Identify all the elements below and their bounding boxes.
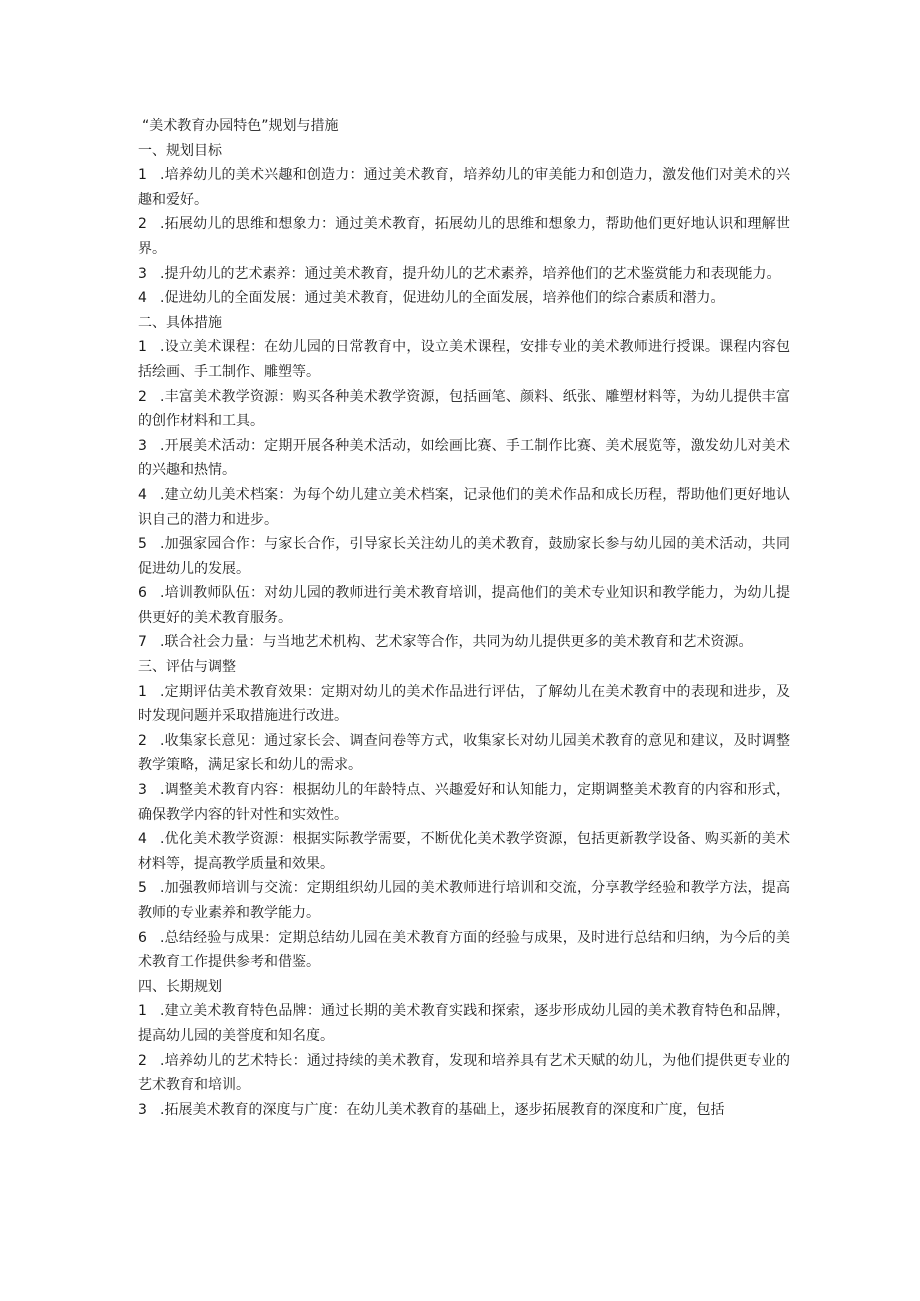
item-text: .促进幼儿的全面发展：通过美术教育，促进幼儿的全面发展，培养他们的综合素质和潜力。 [160, 290, 725, 307]
list-item [138, 827, 790, 876]
list-item [138, 163, 790, 212]
item-number: 7 [138, 634, 147, 651]
item-text: .培养幼儿的艺术特长：通过持续的美术教育，发现和培养具有艺术天赋的幼儿，为他们提供更专业的艺术教育和培训。 [138, 1052, 790, 1094]
document-body [138, 139, 790, 1123]
item-number: 3 [138, 782, 147, 799]
list-item [138, 778, 790, 827]
list-item [138, 212, 790, 261]
item-text: .拓展美术教育的深度与广度：在幼儿美术教育的基础上，逐步拓展教育的深度和广度，包括 [160, 1101, 725, 1118]
item-number: 2 [138, 1052, 147, 1069]
item-text: .提升幼儿的艺术素养：通过美术教育，提升幼儿的艺术素养，培养他们的艺术鉴赏能力和表现能力。 [160, 265, 781, 282]
item-text: .收集家长意见：通过家长会、调查问卷等方式，收集家长对幼儿园美术教育的意见和建议，及时调整教学策略，满足家长和幼儿的需求。 [138, 732, 790, 774]
item-text: .优化美术教学资源：根据实际教学需要，不断优化美术教学资源，包括更新教学设备、购买新的美术材料等，提高教学质量和效果。 [138, 831, 790, 872]
item-text: .联合社会力量：与当地艺术机构、艺术家等合作，共同为幼儿提供更多的美术教育和艺术资源。 [160, 634, 753, 651]
item-number: 2 [138, 732, 147, 749]
item-number: 6 [138, 585, 147, 602]
item-text: .丰富美术教学资源：购买各种美术教学资源，包括画笔、颜料、纸张、雕塑材料等，为幼儿提供丰富的创作材料和工具。 [138, 388, 790, 430]
item-text: .培养幼儿的美术兴趣和创造力：通过美术教育，培养幼儿的审美能力和创造力，激发他们对美术的兴趣和爱好。 [138, 167, 790, 208]
item-number: 4 [138, 290, 147, 307]
list-item [138, 286, 790, 311]
document-title: “美术教育办园特色”规划与措施 [142, 118, 339, 134]
item-text: .定期评估美术教育效果：定期对幼儿的美术作品进行评估，了解幼儿在美术教育中的表现和进步，及时发现问题并采取措施进行改进。 [138, 683, 790, 725]
item-text: .加强教师培训与交流：定期组织幼儿园的美术教师进行培训和交流，分享教学经验和教学方法，提高教师的专业素养和教学能力。 [138, 880, 790, 921]
list-item [138, 335, 790, 384]
document-page [138, 114, 790, 1122]
list-item [138, 262, 790, 287]
item-number: 3 [138, 1101, 147, 1118]
item-text: .调整美术教育内容：根据幼儿的年龄特点、兴趣爱好和认知能力，定期调整美术教育的内容和形式，确保教学内容的针对性和实效性。 [138, 782, 790, 823]
item-number: 5 [138, 536, 147, 553]
item-text: .总结经验与成果：定期总结幼儿园在美术教育方面的经验与成果，及时进行总结和归纳，为今后的美术教育工作提供参考和借鉴。 [138, 929, 790, 971]
item-number: 4 [138, 486, 147, 503]
list-item [138, 483, 790, 532]
list-item [138, 532, 790, 581]
item-number: 1 [138, 1003, 147, 1020]
item-number: 2 [138, 388, 147, 405]
list-item [138, 630, 790, 655]
list-item [138, 729, 790, 778]
item-number: 3 [138, 437, 147, 454]
list-item [138, 385, 790, 434]
list-item [138, 434, 790, 483]
list-item [138, 1098, 790, 1123]
item-text: .开展美术活动：定期开展各种美术活动，如绘画比赛、手工制作比赛、美术展览等，激发幼儿对美术的兴趣和热情。 [138, 437, 790, 479]
item-number: 1 [138, 167, 147, 184]
list-item [138, 581, 790, 630]
item-text: .建立美术教育特色品牌：通过长期的美术教育实践和探索，逐步形成幼儿园的美术教育特色和品牌，提高幼儿园的美誉度和知名度。 [138, 1003, 790, 1044]
list-item [138, 876, 790, 925]
item-text: .建立幼儿美术档案：为每个幼儿建立美术档案，记录他们的美术作品和成长历程，帮助他们更好地认识自己的潜力和进步。 [138, 486, 790, 528]
item-text: .加强家园合作：与家长合作，引导家长关注幼儿的美术教育，鼓励家长参与幼儿园的美术活动，共同促进幼儿的发展。 [138, 536, 790, 577]
item-number: 2 [138, 216, 147, 233]
item-number: 6 [138, 929, 147, 946]
item-text: .设立美术课程：在幼儿园的日常教育中，设立美术课程，安排专业的美术教师进行授课。课程内容包括绘画、手工制作、雕塑等。 [138, 339, 790, 380]
list-item [138, 680, 790, 729]
section-heading: 一、规划目标 [138, 142, 222, 159]
item-number: 1 [138, 683, 147, 700]
item-number: 5 [138, 880, 147, 897]
section-heading: 二、具体措施 [138, 314, 222, 331]
item-number: 1 [138, 339, 147, 356]
section-heading: 四、长期规划 [138, 978, 222, 995]
section-heading: 三、评估与调整 [138, 659, 236, 676]
item-text: .培训教师队伍：对幼儿园的教师进行美术教育培训，提高他们的美术专业知识和教学能力，为幼儿提供更好的美术教育服务。 [138, 585, 790, 626]
list-item [138, 1049, 790, 1098]
item-number: 4 [138, 831, 147, 848]
item-number: 3 [138, 265, 147, 282]
list-item [138, 999, 790, 1048]
list-item [138, 926, 790, 975]
item-text: .拓展幼儿的思维和想象力：通过美术教育，拓展幼儿的思维和想象力，帮助他们更好地认识和理解世界。 [138, 216, 790, 257]
